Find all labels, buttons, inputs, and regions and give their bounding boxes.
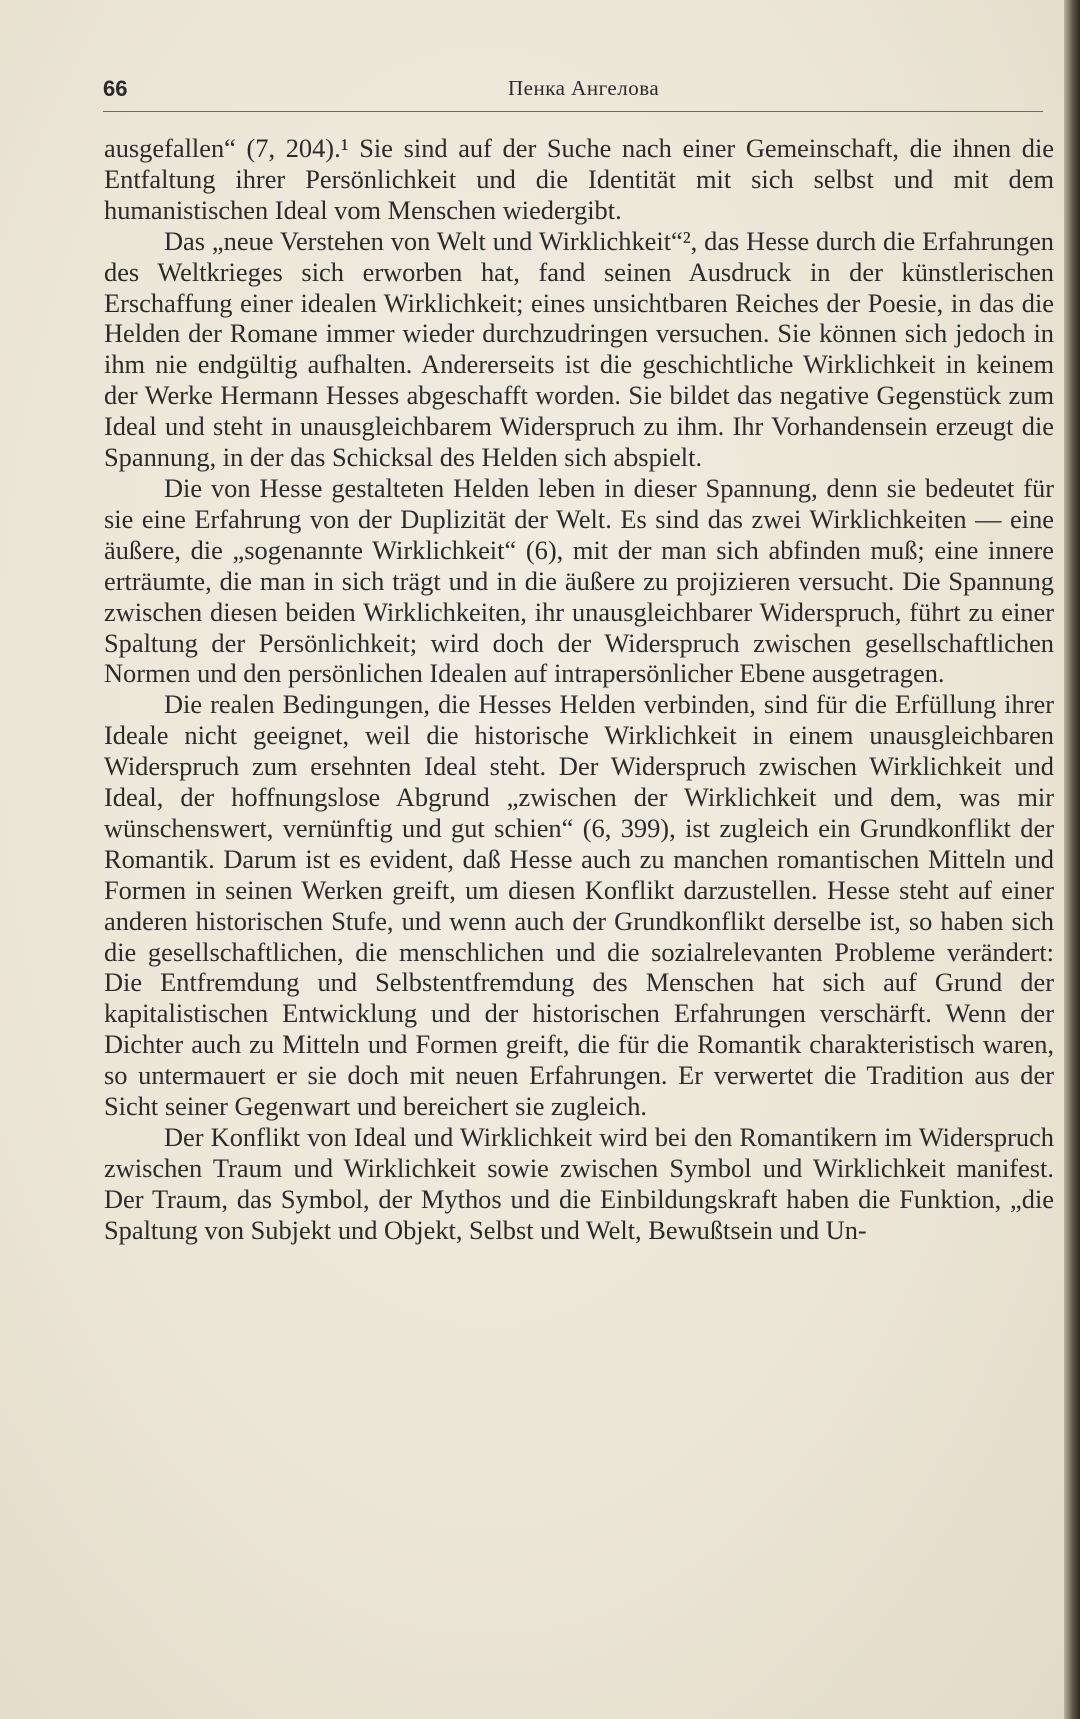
paragraph: Das „neue Verstehen von Welt und Wirklichkeit“², das Hesse durch die Erfahrungen des Weltkrieges sich erworben hat, fand seinen Ausdruck in der künstlerischen Erschaffung einer idealen Wirklichkeit; eines unsichtbaren Reiches der Poesie, in das die Helden der Romane immer wieder durchzudringen versuchen. Sie können sich jedoch in ihm nie endgültig aufhalten. Andererseits ist die geschichtliche Wirklichkeit in keinem der Werke Hermann Hesses abgeschafft worden. Sie bildet das negative Gegenstück zum Ideal und steht in unausgleichbarem Widerspruch zu ihm. Ihr Vorhandensein erzeugt die Spannung, in der das Schicksal des Helden sich abspielt. bbox=[104, 225, 1054, 473]
paragraph: Die von Hesse gestalteten Helden leben in dieser Spannung, denn sie bedeutet für sie eine Erfahrung von der Duplizität der Welt. Es sind das zwei Wirklichkeiten — eine äußere, die „sogenannte Wirklichkeit“ (6), mit der man sich abfinden muß; eine innere erträumte, die man in sich trägt und in die äußere zu projizieren versucht. Die Spannung zwischen diesen beiden Wirklichkeiten, ihr unausgleichbarer Widerspruch, führt zu einer Spaltung der Persönlichkeit; wird doch der Widerspruch zwischen gesellschaftlichen Normen und den persönlichen Idealen auf intrapersönlicher Ebene ausgetragen. bbox=[104, 472, 1054, 689]
running-head-author: Пенка Ангелова bbox=[508, 76, 660, 100]
paragraph: Die realen Bedingungen, die Hesses Helden verbinden, sind für die Erfüllung ihrer Ideale nicht geeignet, weil die historische Wirklichkeit in einem unausgleichbaren Widerspruch zum ersehnten Ideal steht. Der Widerspruch zwischen Wirklichkeit und Ideal, der hoffnungslose Abgrund „zwischen der Wirklichkeit und dem, was mir wünschenswert, vernünftig und gut schien“ (6, 399), ist zugleich ein Grundkonflikt der Romantik. Darum ist es evident, daß Hesse auch zu manchen romantischen Mitteln und Formen in seinen Werken greift, um diesen Konflikt darzustellen. Hesse steht auf einer anderen historischen Stufe, und wenn auch der Grundkonflikt derselbe ist, so haben sich die gesellschaftlichen, die menschlichen und die sozialrelevanten Probleme verändert: Die Entfremdung und Selbstentfremdung des Menschen hat sich auf Grund der kapitalistischen Entwicklung und der historischen Erfahrungen verschärft. Wenn der Dichter auch zu Mitteln und Formen greift, die für die Romantik charakteristisch waren, so untermauert er sie doch mit neuen Erfahrungen. Er verwertet die Tradition aus der Sicht seiner Gegenwart und bereichert sie zugleich. bbox=[104, 689, 1054, 1122]
book-binding-edge bbox=[1064, 0, 1080, 1719]
page-number: 66 bbox=[103, 76, 128, 101]
paragraph: Der Konflikt von Ideal und Wirklichkeit wird bei den Romantikern im Widerspruch zwischen Traum und Wirklichkeit sowie zwischen Symbol und Wirklichkeit manifest. Der Traum, das Symbol, der Mythos und die Einbildungskraft haben die Funktion, „die Spaltung von Subjekt und Objekt, Selbst und Welt, Bewußtsein und Un- bbox=[104, 1122, 1054, 1245]
paragraph: ausgefallen“ (7, 204).¹ Sie sind auf der Suche nach einer Gemeinschaft, die ihnen die Entfaltung ihrer Persönlichkeit und die Identität mit sich selbst und mit dem humanistischen Ideal vom Menschen wiedergibt. bbox=[104, 133, 1054, 225]
header-divider bbox=[103, 111, 1043, 112]
page-header bbox=[103, 76, 1053, 106]
body-text bbox=[104, 133, 1054, 1246]
